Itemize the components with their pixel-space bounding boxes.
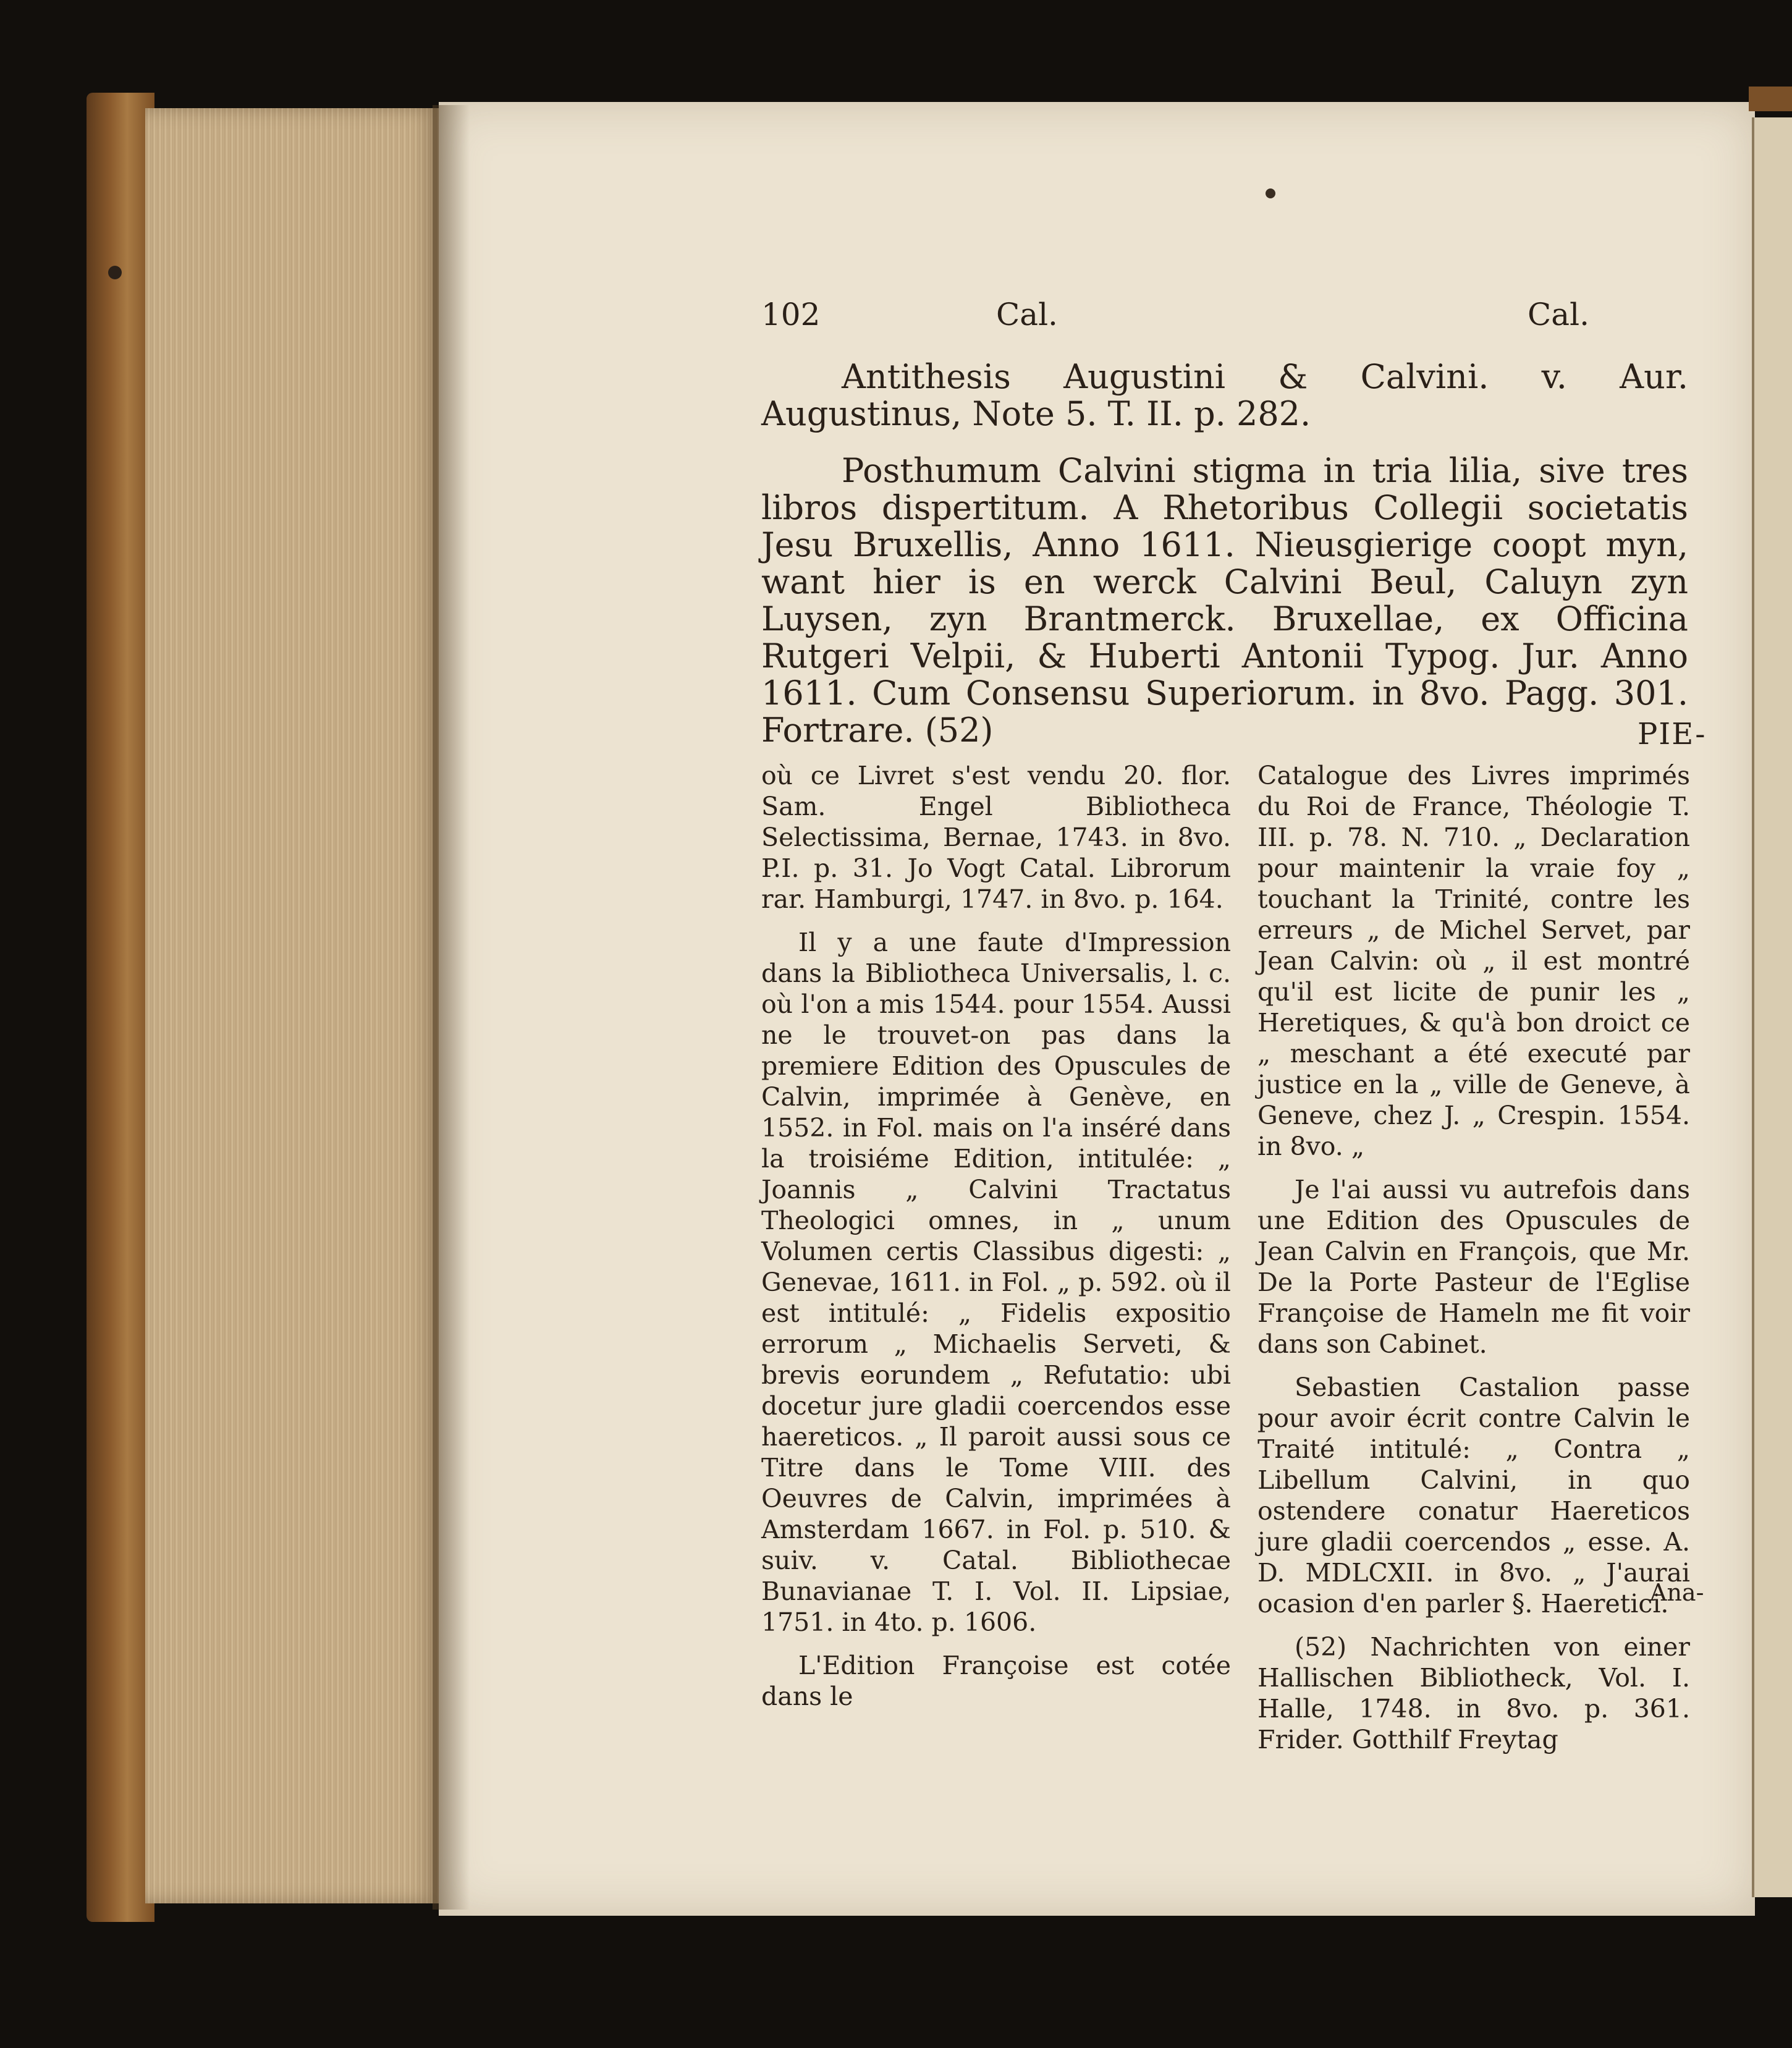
catchword-right: Ana- [1650, 1579, 1704, 1606]
running-head-left: Cal. [996, 297, 1058, 332]
left-paragraph: L'Edition Françoise est cotée dans le [761, 1651, 1231, 1711]
gutter-shadow [433, 105, 470, 1910]
facing-page-edge [1752, 117, 1792, 1897]
left-column [761, 760, 1231, 1724]
running-head [761, 297, 1688, 340]
ink-dot-mark [1266, 188, 1275, 198]
left-paragraph: Il y a une faute d'Impression dans la Bibliotheca Universalis, l. c. où l'on a mis 1544. pour 1554. Aussi ne le trouvet-on pas dans la premiere Edition des Opuscules de Calvin, imprimée à Genève, en 1552. in Fol. mais on l'a inséré dans la troisiéme Edition, intitulée: „ Joannis „ Calvini Tractatus Theologici omnes, in „ unum Volumen certis Classibus digesti: „ Genevae, 1611. in Fol. „ p. 592. où il est intitulé: „ Fidelis expositio errorum „ Michaelis Serveti, & brevis eorundem „ Refutatio: ubi docetur jure gladii coercendos esse haereticos. „ Il paroit aussi sous ce Titre dans le Tome VIII. des Oeuvres de Calvin, imprimées à Amsterdam 1667. in Fol. p. 510. & suiv. v. Catal. Bibliothecae Bunavianae T. I. Vol. II. Lipsiae, 1751. in 4to. p. 1606. [761, 928, 1231, 1637]
binding-corner [1749, 87, 1792, 111]
right-paragraph: Je l'ai aussi vu autrefois dans une Edition des Opuscules de Jean Calvin en François, que Mr. De la Porte Pasteur de l'Eglise Françoise de Hameln me fit voir dans son Cabinet. [1257, 1175, 1690, 1359]
catchword-main: PIE- [1638, 717, 1707, 751]
main-text-block [761, 358, 1688, 769]
footnote-52: (52) Nachrichten von einer Hallischen Bibliotheck, Vol. I. Halle, 1748. in 8vo. p. 361. Frider. Gotthilf Freytag [1257, 1632, 1690, 1754]
left-paragraph: où ce Livret s'est vendu 20. flor. Sam. Engel Bibliotheca Selectissima, Bernae, 1743. in 8vo. P.I. p. 31. Jo Vogt Catal. Librorum rar. Hamburgi, 1747. in 8vo. p. 164. [761, 761, 1231, 914]
right-paragraph: Sebastien Castalion passe pour avoir écrit contre Calvin le Traité intitulé: „ Contra „ Libellum Calvini, in quo ostendere conatur Haereticos jure gladii coercendos „ esse. A. D. MDLCXII. in 8vo. „ J'aurai ocasion d'en parler §. Haeretici. [1257, 1373, 1690, 1619]
main-paragraph: Antithesis Augustini & Calvini. v. Aur. Augustinus, Note 5. T. II. p. 282. [761, 357, 1688, 433]
main-paragraph: Posthumum Calvini stigma in tria lilia, sive tres libros dispertitum. A Rhetoribus Collegii societatis Jesu Bruxellis, Anno 1611. Nieusgierige coopt myn, want hier is en werck Calvini Beul, Caluyn zyn Luysen, zyn Brantmerck. Bruxellae, ex Officina Rutgeri Velpii, & Huberti Antonii Typog. Jur. Anno 1611. Cum Consensu Superiorum. in 8vo. Pagg. 301. Fortrare. (52) [761, 451, 1688, 750]
running-head-right: Cal. [1528, 297, 1589, 332]
pin-hole-mark [108, 266, 122, 279]
book-cover-edge [87, 93, 154, 1922]
page-number: 102 [761, 297, 821, 332]
right-paragraph: Catalogue des Livres imprimés du Roi de France, Théologie T. III. p. 78. N. 710. „ Declaration pour maintenir la vraie foy „ touchant la Trinité, contre les erreurs „ de Michel Servet, par Jean Calvin: où „ il est montré qu'il est licite de punir les „ Heretiques, & qu'à bon droict ce „ meschant a été executé par justice en la „ ville de Geneve, à Geneve, chez J. „ Crespin. 1554. in 8vo. „ [1257, 761, 1690, 1161]
page-block-edge [145, 108, 439, 1903]
right-column [1257, 760, 1690, 1767]
